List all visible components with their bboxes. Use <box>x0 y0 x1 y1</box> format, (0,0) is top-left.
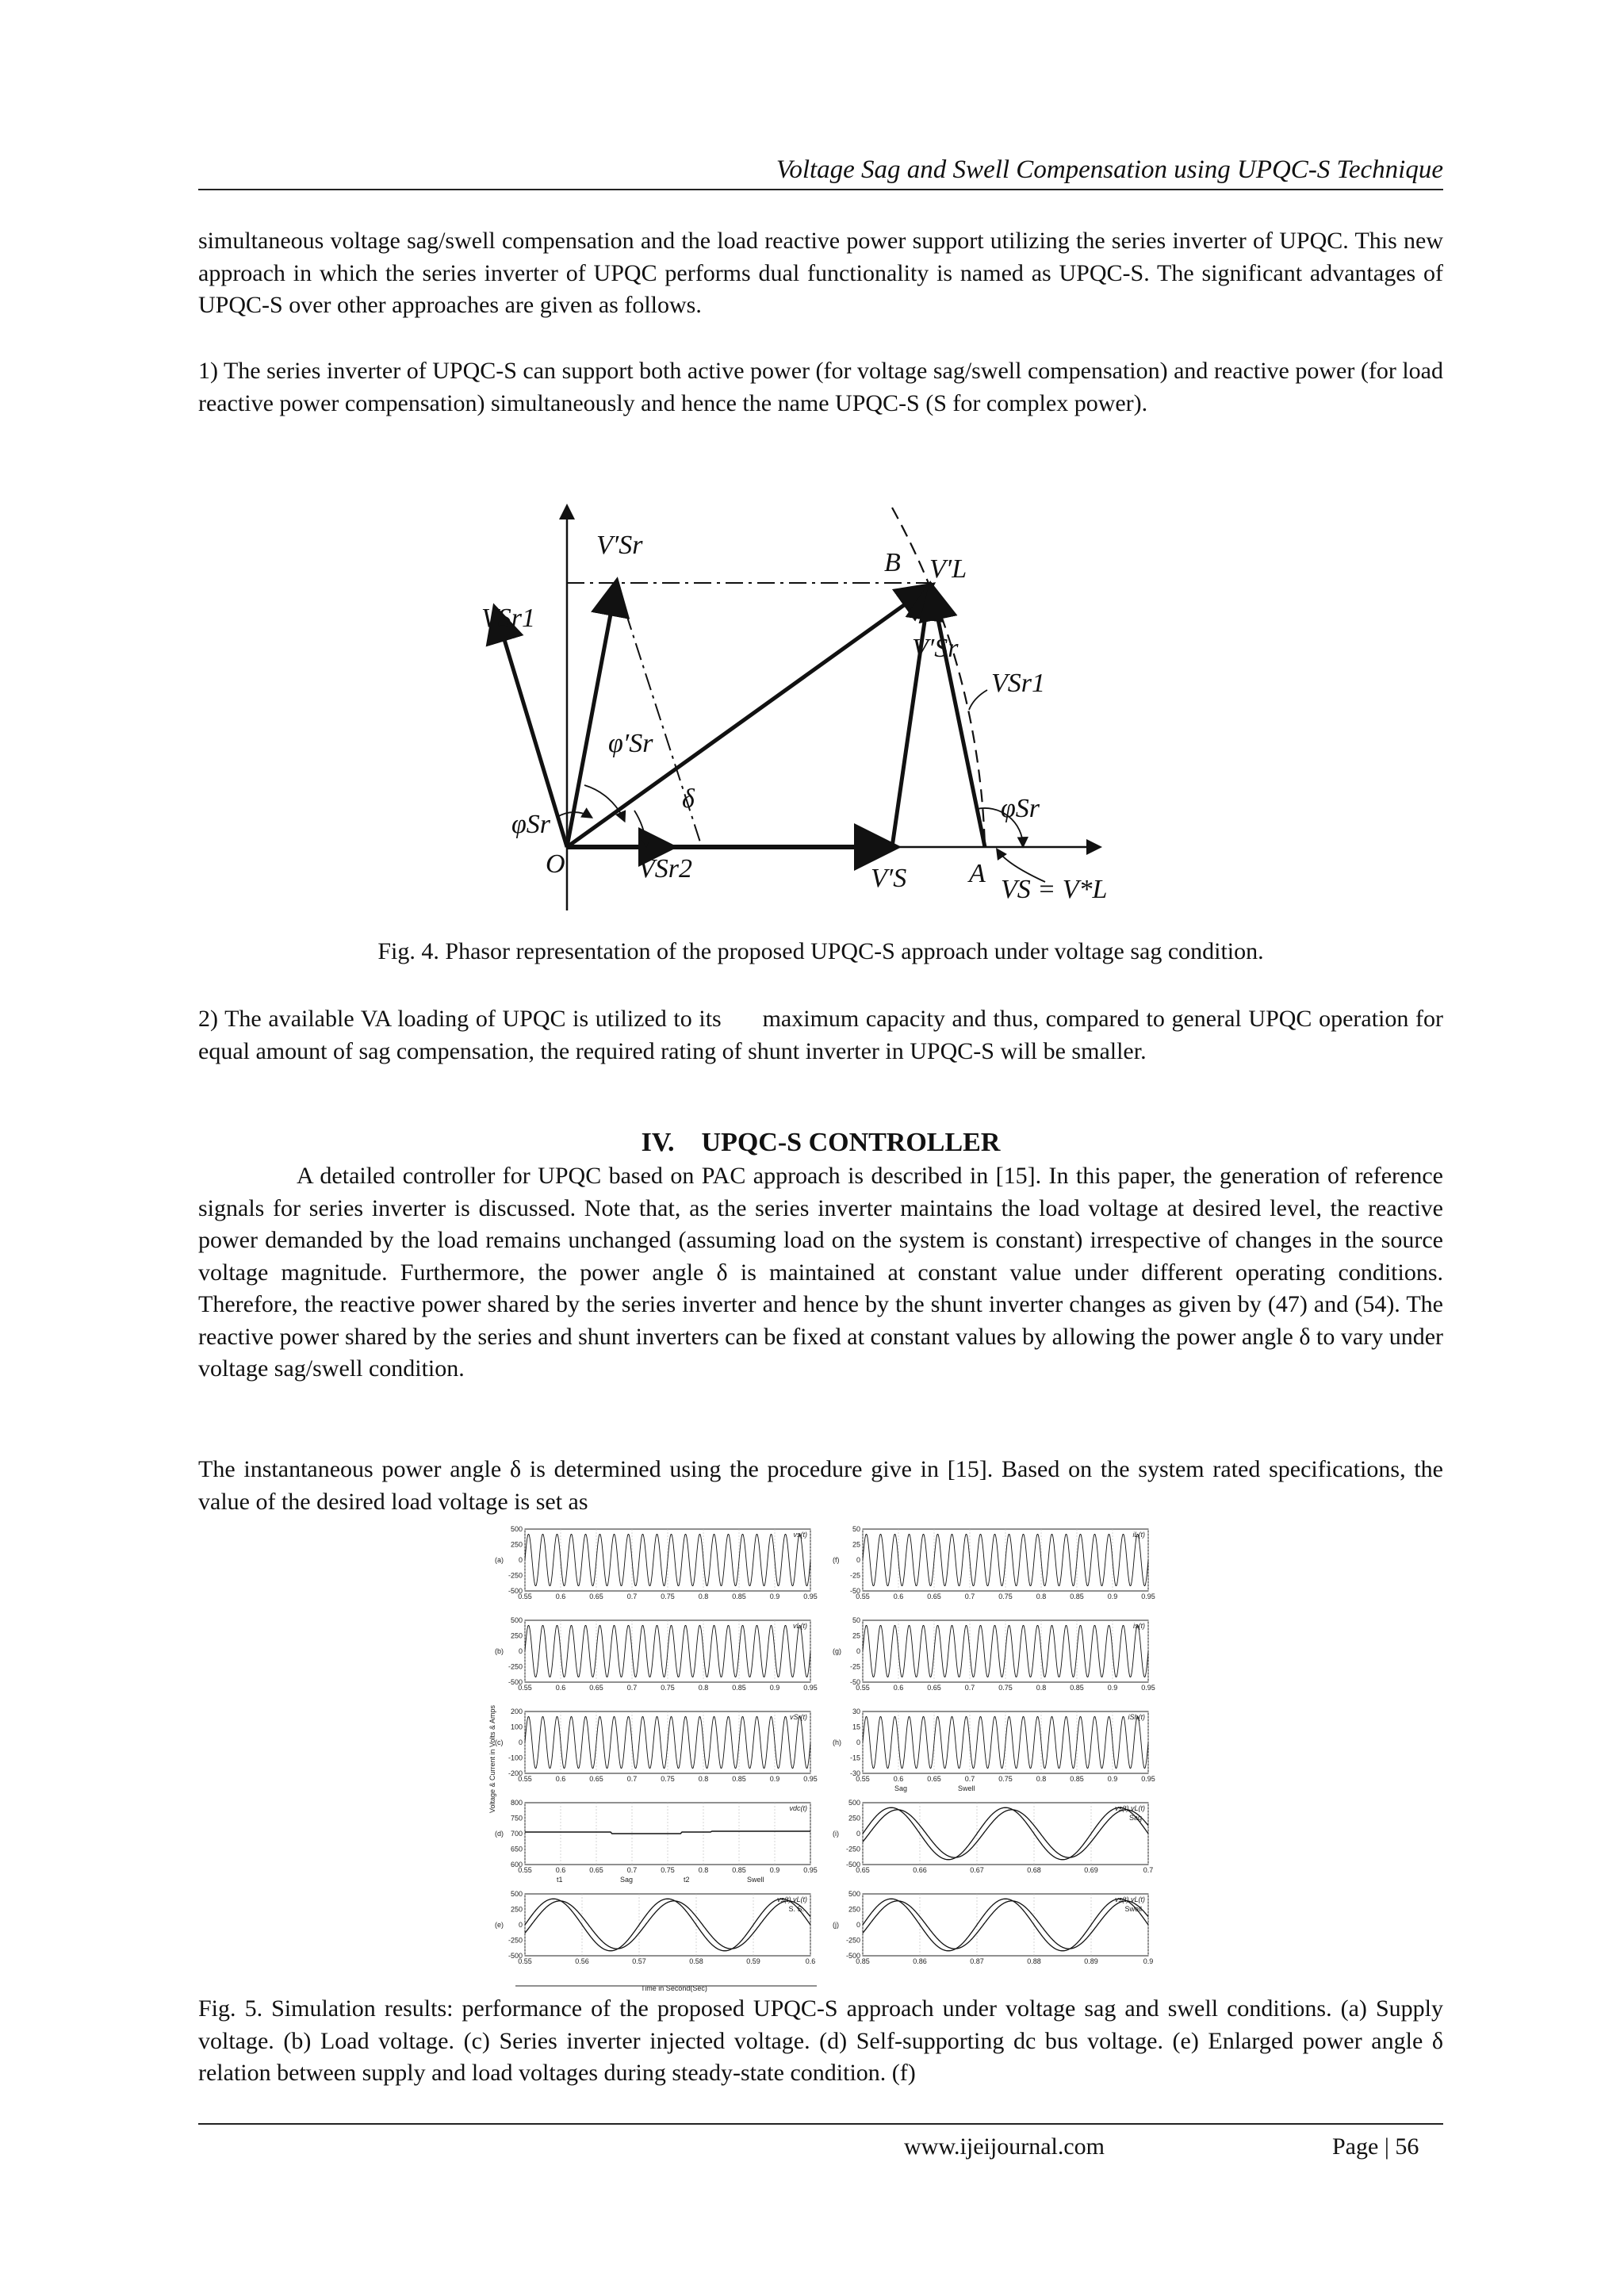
x-tick-label: 0.8 <box>1036 1684 1047 1692</box>
panel-tag: (f) <box>833 1556 840 1564</box>
panel-h <box>833 1708 1155 1792</box>
x-tick-label: 0.65 <box>589 1866 603 1874</box>
y-tick-label: 700 <box>510 1830 523 1838</box>
x-tick-label: 0.85 <box>732 1866 746 1874</box>
x-tick-label: 0.65 <box>589 1593 603 1600</box>
x-tick-label: 0.9 <box>1107 1775 1118 1783</box>
x-tick-label: 0.9 <box>1107 1684 1118 1692</box>
x-tick-label: 0.9 <box>769 1866 780 1874</box>
y-tick-label: -500 <box>845 1861 860 1869</box>
x-tick-label: 0.85 <box>1070 1775 1084 1783</box>
y-tick-label: 500 <box>848 1890 860 1898</box>
x-tick-label: 0.75 <box>998 1684 1013 1692</box>
x-tick-label: 0.8 <box>698 1593 709 1600</box>
panel-note: Sag <box>1128 1814 1142 1822</box>
x-tick-label: 0.65 <box>927 1684 941 1692</box>
y-tick-label: 250 <box>848 1814 860 1823</box>
panel-tag: (b) <box>495 1647 504 1655</box>
x-tick-label: 0.7 <box>626 1593 638 1600</box>
signal-label: vs(t) vL(t) <box>1115 1804 1145 1812</box>
y-tick-label: -50 <box>849 1587 860 1595</box>
x-tick-label: 0.9 <box>769 1593 780 1600</box>
header-rule <box>198 189 1443 190</box>
paragraph-controller: A detailed controller for UPQC based on PAC approach is described in [15]. In this paper, the generation of reference signals for series inverter is discussed. Note that, as the series inverter maintains the load voltage at desired level, the reactive power demanded by the load remains unchanged (assuming load on the system is constant) irrespective of changes in the source voltage magnitude. Furthermore, the power angle δ is maintained at constant value under different operating conditions. Therefore, the reactive power shared by the series inverter and hence by the shunt inverter changes as given by (47) and (54). The reactive power shared by the series and shunt inverters can be fixed at constant values by allowing the power angle δ to vary under voltage sag/swell condition. <box>198 1163 1443 1382</box>
y-tick-label: 250 <box>510 1540 523 1549</box>
y-tick-label: 250 <box>510 1631 523 1640</box>
y-tick-label: 0 <box>518 1738 523 1746</box>
x-tick-label: 0.65 <box>589 1684 603 1692</box>
label-vl-prime: V′L <box>929 554 967 584</box>
x-tick-label: 0.55 <box>518 1593 532 1600</box>
x-tick-label: 0.7 <box>626 1866 638 1874</box>
x-tick-label: 0.8 <box>698 1866 709 1874</box>
y-tick-label: 0 <box>856 1738 860 1746</box>
label-vsr-prime-top: V′Sr <box>596 531 643 560</box>
x-tick-label: 0.7 <box>626 1775 638 1783</box>
event-marker: Sag <box>894 1784 908 1792</box>
x-tick-label: 0.85 <box>856 1957 870 1965</box>
x-tick-label: 0.8 <box>698 1775 709 1783</box>
panel-tag: (j) <box>833 1921 839 1929</box>
x-tick-label: 0.55 <box>518 1957 532 1965</box>
x-tick-label: 0.75 <box>661 1775 675 1783</box>
x-tick-label: 0.8 <box>1036 1593 1047 1600</box>
phasor-vsr-prime-right <box>892 588 929 847</box>
x-tick-label: 0.59 <box>746 1957 760 1965</box>
event-marker: Swell <box>958 1784 975 1792</box>
x-tick-label: 0.65 <box>856 1866 870 1874</box>
x-tick-label: 0.68 <box>1027 1866 1041 1874</box>
y-tick-label: 25 <box>852 1631 860 1640</box>
label-origin: O <box>546 849 565 879</box>
label-phi-sr-left: φSr <box>511 810 551 839</box>
x-tick-label: 0.6 <box>555 1866 566 1874</box>
x-tick-label: 0.95 <box>1141 1684 1155 1692</box>
x-tick-label: 0.69 <box>1084 1866 1098 1874</box>
x-tick-label: 0.95 <box>803 1866 818 1874</box>
event-marker: t1 <box>557 1876 563 1884</box>
y-tick-label: -250 <box>508 1662 523 1671</box>
x-tick-label: 0.6 <box>555 1775 566 1783</box>
y-tick-label: -500 <box>508 1587 523 1595</box>
y-tick-label: -250 <box>845 1845 860 1853</box>
y-tick-label: -50 <box>849 1678 860 1686</box>
signal-label: is(t) <box>1133 1622 1145 1630</box>
footer-website: www.ijeijournal.com <box>904 2133 1105 2160</box>
panel-i <box>833 1799 1153 1874</box>
signal-label: iL(t) <box>1132 1531 1145 1539</box>
signal-label: vs(t) vL(t) <box>1115 1895 1145 1903</box>
x-tick-label: 0.67 <box>970 1866 984 1874</box>
y-tick-label: 0 <box>856 1921 860 1929</box>
x-tick-label: 0.55 <box>518 1866 532 1874</box>
footer-page-number: Page | 56 <box>1332 2133 1419 2160</box>
event-marker: Sag <box>620 1876 634 1884</box>
y-tick-label: -250 <box>508 1936 523 1945</box>
panel-g <box>833 1616 1155 1692</box>
x-tick-label: 0.9 <box>1143 1957 1154 1965</box>
pointer-vsr1-right <box>969 690 987 710</box>
y-tick-label: 500 <box>848 1799 860 1807</box>
paragraph-advantage-1: 1) The series inverter of UPQC-S can support both active power (for voltage sag/swell compensation) and reactive power (for load reactive power compensation) simultaneously and hence the name UPQC-S (S for complex power). <box>198 358 1443 416</box>
y-tick-label: 0 <box>856 1647 860 1655</box>
x-tick-label: 0.57 <box>632 1957 646 1965</box>
x-tick-label: 0.95 <box>803 1684 818 1692</box>
y-tick-label: 800 <box>510 1799 523 1807</box>
x-tick-label: 0.95 <box>803 1775 818 1783</box>
y-tick-label: 30 <box>852 1708 860 1715</box>
waveform <box>863 1899 1148 1951</box>
y-tick-label: 50 <box>852 1525 860 1533</box>
x-tick-label: 0.6 <box>893 1593 904 1600</box>
y-tick-label: -15 <box>849 1754 860 1762</box>
panel-tag: (c) <box>495 1738 504 1746</box>
label-vsr-prime-mid: V′Sr <box>912 634 959 663</box>
label-vs-eq: VS = V*L <box>1001 875 1108 904</box>
x-tick-label: 0.88 <box>1027 1957 1041 1965</box>
panel-d <box>495 1799 818 1884</box>
running-header: Voltage Sag and Swell Compensation using UPQC-S Technique <box>776 155 1443 184</box>
waveform <box>863 1807 1148 1860</box>
x-tick-label: 0.9 <box>1107 1593 1118 1600</box>
label-vs-prime: V′S <box>871 864 907 893</box>
x-tick-label: 0.6 <box>893 1775 904 1783</box>
x-tick-label: 0.75 <box>661 1593 675 1600</box>
y-tick-label: 500 <box>510 1890 523 1898</box>
x-tick-label: 0.8 <box>1036 1775 1047 1783</box>
y-tick-label: 0 <box>856 1556 860 1564</box>
x-tick-label: 0.85 <box>1070 1684 1084 1692</box>
signal-label: vs(t) <box>793 1531 807 1539</box>
section-heading: IV. UPQC-S CONTROLLER <box>641 1128 1001 1157</box>
figure-4-phasor-diagram <box>468 496 1118 924</box>
x-tick-label: 0.8 <box>698 1684 709 1692</box>
waveform-secondary <box>525 1901 810 1949</box>
signal-label: vdc(t) <box>789 1804 807 1812</box>
paragraph-power-angle: The instantaneous power angle δ is determined using the procedure give in [15]. Based on the system rated specifications, the value of the desired load voltage is set as <box>198 1456 1443 1515</box>
x-tick-label: 0.9 <box>769 1684 780 1692</box>
x-tick-label: 0.6 <box>555 1593 566 1600</box>
y-tick-label: -500 <box>845 1952 860 1960</box>
figure-5-y-axis-title: Voltage & Current in Volts & Amps <box>488 1704 496 1814</box>
phasor-vsr-prime-left <box>567 585 616 847</box>
x-tick-label: 0.6 <box>555 1684 566 1692</box>
angle-arc-delta <box>634 811 646 845</box>
x-tick-label: 0.87 <box>970 1957 984 1965</box>
x-tick-label: 0.7 <box>626 1684 638 1692</box>
figure-5-caption: Fig. 5. Simulation results: performance of the proposed UPQC-S approach under voltage sag and swell conditions. (a) Supply voltage. (b) Load voltage. (c) Series inverter injected voltage. (d) Self-supporting dc bus voltage. (e) Enlarged power angle δ relation between supply and load voltages during steady-state condition. (f) <box>198 1995 1443 2086</box>
figure-4-caption: Fig. 4. Phasor representation of the proposed UPQC-S approach under voltage sag condition. <box>377 938 1264 964</box>
y-tick-label: 0 <box>518 1556 523 1564</box>
y-tick-label: -25 <box>849 1571 860 1580</box>
x-tick-label: 0.6 <box>893 1684 904 1692</box>
y-tick-label: 100 <box>510 1723 523 1731</box>
x-tick-label: 0.85 <box>732 1684 746 1692</box>
x-tick-label: 0.95 <box>1141 1775 1155 1783</box>
figure-5-simulation-results <box>484 1521 1166 1997</box>
y-tick-label: 15 <box>852 1723 860 1731</box>
paragraph-advantage-2: 2) The available VA loading of UPQC is utilized to its maximum capacity and thus, compared to general UPQC operation for equal amount of sag compensation, the required rating of shunt inverter in UPQC-S will be smaller. <box>198 1006 1450 1064</box>
y-tick-label: 25 <box>852 1540 860 1549</box>
signal-label: iSh(t) <box>1128 1713 1145 1721</box>
x-tick-label: 0.85 <box>732 1775 746 1783</box>
y-tick-label: 250 <box>848 1905 860 1914</box>
x-tick-label: 0.65 <box>927 1593 941 1600</box>
y-tick-label: -250 <box>508 1571 523 1580</box>
label-vsr2: VSr2 <box>638 854 692 884</box>
x-tick-label: 0.55 <box>856 1593 870 1600</box>
x-tick-label: 0.75 <box>661 1684 675 1692</box>
y-tick-label: 750 <box>510 1814 523 1823</box>
x-tick-label: 0.55 <box>856 1684 870 1692</box>
y-tick-label: -500 <box>508 1952 523 1960</box>
signal-label: vL(t) <box>793 1622 807 1630</box>
x-tick-label: 0.6 <box>805 1957 816 1965</box>
x-tick-label: 0.95 <box>1141 1593 1155 1600</box>
waveform-secondary <box>863 1810 1148 1857</box>
y-tick-label: 500 <box>510 1616 523 1624</box>
y-tick-label: 600 <box>510 1861 523 1869</box>
label-vsr1-left: VSr1 <box>481 604 535 633</box>
figure-5-x-axis-title: Time in Second(Sec) <box>641 1984 707 1992</box>
x-tick-label: 0.85 <box>1070 1593 1084 1600</box>
panel-tag: (a) <box>495 1556 504 1564</box>
x-tick-label: 0.95 <box>803 1593 818 1600</box>
y-tick-label: -500 <box>508 1678 523 1686</box>
x-tick-label: 0.55 <box>518 1684 532 1692</box>
panel-tag: (e) <box>495 1921 504 1929</box>
x-tick-label: 0.9 <box>769 1775 780 1783</box>
y-tick-label: 50 <box>852 1616 860 1624</box>
y-tick-label: 0 <box>518 1921 523 1929</box>
event-marker: Swell <box>747 1876 764 1884</box>
label-vsr1-right: VSr1 <box>991 669 1045 698</box>
panel-tag: (g) <box>833 1647 841 1655</box>
y-tick-label: -250 <box>845 1936 860 1945</box>
x-tick-label: 0.55 <box>518 1775 532 1783</box>
y-tick-label: -200 <box>508 1769 523 1777</box>
panel-j <box>833 1890 1153 1965</box>
y-tick-label: -30 <box>849 1769 860 1777</box>
label-phi-sr-right: φSr <box>1001 794 1040 823</box>
y-tick-label: 650 <box>510 1845 523 1853</box>
x-tick-label: 0.75 <box>998 1593 1013 1600</box>
panel-tag: (i) <box>833 1830 839 1838</box>
x-tick-label: 0.56 <box>575 1957 589 1965</box>
y-tick-label: 200 <box>510 1708 523 1715</box>
event-marker: t2 <box>684 1876 690 1884</box>
x-tick-label: 0.75 <box>998 1775 1013 1783</box>
panel-tag: (h) <box>833 1738 841 1746</box>
y-tick-label: 0 <box>856 1830 860 1838</box>
x-tick-label: 0.75 <box>661 1866 675 1874</box>
x-tick-label: 0.89 <box>1084 1957 1098 1965</box>
label-a: A <box>969 859 986 888</box>
paragraph-intro: simultaneous voltage sag/swell compensation and the load reactive power support utilizing the series inverter of UPQC. This new approach in which the series inverter of UPQC performs dual functionality is named as UPQC-S. The significant advantages of UPQC-S over other approaches are given as follows. <box>198 228 1443 318</box>
panel-b <box>495 1616 818 1692</box>
y-tick-label: 250 <box>510 1905 523 1914</box>
x-tick-label: 0.65 <box>927 1775 941 1783</box>
label-b: B <box>884 548 901 577</box>
y-tick-label: -25 <box>849 1662 860 1671</box>
x-tick-label: 0.66 <box>913 1866 927 1874</box>
angle-arc-phi-sr-prime <box>584 785 624 820</box>
panel-e <box>495 1890 815 1965</box>
panel-tag: (d) <box>495 1830 504 1838</box>
label-phi-sr-prime: φ′Sr <box>608 729 653 758</box>
y-tick-label: 500 <box>510 1525 523 1533</box>
x-tick-label: 0.7 <box>964 1684 975 1692</box>
x-tick-label: 0.7 <box>964 1593 975 1600</box>
x-tick-label: 0.58 <box>689 1957 703 1965</box>
x-tick-label: 0.7 <box>964 1775 975 1783</box>
y-tick-label: 0 <box>518 1647 523 1655</box>
signal-label: vSr(t) <box>790 1713 807 1721</box>
phasor-vl-prime <box>567 587 929 847</box>
x-tick-label: 0.7 <box>1143 1866 1154 1874</box>
waveform <box>525 1899 810 1951</box>
panel-note: S. S. <box>788 1905 804 1913</box>
x-tick-label: 0.65 <box>589 1775 603 1783</box>
x-tick-label: 0.86 <box>913 1957 927 1965</box>
panel-f <box>833 1525 1155 1600</box>
signal-label: vs(t) vL(t) <box>777 1895 807 1903</box>
panel-c <box>495 1708 818 1783</box>
y-tick-label: -100 <box>508 1754 523 1762</box>
panel-note: Swell <box>1124 1905 1142 1913</box>
x-tick-label: 0.55 <box>856 1775 870 1783</box>
waveform-secondary <box>863 1901 1148 1949</box>
footer-rule <box>198 2123 1443 2125</box>
panel-a <box>495 1525 818 1600</box>
label-delta: δ <box>682 784 695 814</box>
x-tick-label: 0.85 <box>732 1593 746 1600</box>
